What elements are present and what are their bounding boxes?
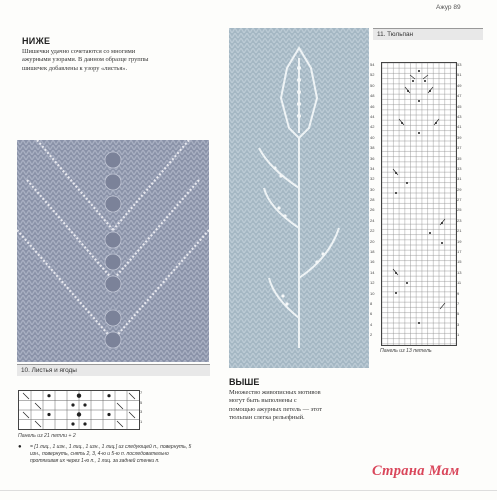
knit-sample-tulip-photo [229,28,369,368]
row-number: 34 [370,165,375,171]
row-number: 11 [457,280,462,286]
row-number: 33 [457,165,462,171]
chart-leaves-berries [18,390,140,430]
panel-caption-left: Панель из 21 петли + 2 [18,433,76,439]
row-number: 36 [370,155,375,161]
row-number: 23 [457,217,462,223]
row-number: 1 [140,418,143,424]
row-number: 15 [457,259,462,265]
row-number: 28 [370,197,375,203]
section-title-below: НИЖЕ [22,36,51,46]
row-number: 6 [370,311,373,317]
row-number: 39 [457,134,462,140]
row-number: 45 [457,103,462,109]
chart1-row-numbers [140,390,148,428]
row-number: 43 [457,113,462,119]
row-number: 5 [140,399,143,405]
row-number: 9 [457,290,460,296]
section-title-above: ВЫШЕ [229,377,260,387]
row-number: 3 [457,321,460,327]
leaves-berries-illustration [17,140,209,362]
row-number: 35 [457,155,462,161]
row-number: 14 [370,269,375,275]
row-number: 48 [370,93,375,99]
row-number: 4 [370,321,373,327]
row-number: 27 [457,197,462,203]
page-header: Ажур 89 [436,4,461,11]
row-number: 17 [457,249,462,255]
row-number: 37 [457,145,462,151]
row-number: 24 [370,217,375,223]
row-number: 44 [370,113,375,119]
row-number: 31 [457,176,462,182]
row-number: 19 [457,238,462,244]
row-number: 49 [457,82,462,88]
panel-caption-right: Панель из 13 петель [380,348,432,354]
row-number: 53 [457,62,462,67]
pattern-label-tulip: 11. Тюльпан [373,28,483,40]
row-number: 7 [140,390,143,395]
row-number: 38 [370,145,375,151]
row-number: 30 [370,186,375,192]
chart-tulip [381,62,457,346]
row-number: 8 [370,300,373,306]
row-number: 54 [370,62,375,67]
row-number: 22 [370,228,375,234]
row-number: 18 [370,249,375,255]
row-number: 25 [457,207,462,213]
row-number: 13 [457,269,462,275]
row-number: 5 [457,311,460,317]
row-number: 7 [457,300,460,306]
row-number: 2 [370,332,373,338]
bobble-instruction: = [1 лиц., 1 изн., 1 лиц., 1 изн., 1 лиц.] из следующей п., повернуть, 5 изн., повернуть, снять 2, 3, 4-ю и 5-ю п. последовательно протягивая их через 1-ю п., 1 лиц. за задней стенки п. [30,444,192,464]
pattern-label-leaves-berries: 10. Листья и ягоды [17,364,210,376]
row-number: 10 [370,290,375,296]
tulip-illustration [229,28,369,368]
chart-grid [19,391,139,429]
row-number: 12 [370,280,375,286]
row-number: 46 [370,103,375,109]
section-description-below: Шишечки удачно сочетаются со многими ажурными узорами. В данном образце группы шишечек добавлены к узору «листья». [22,48,149,72]
row-number: 47 [457,93,462,99]
watermark-logo: Страна Мам [372,463,460,479]
chart2-row-numbers-odd [457,62,469,344]
page-divider [0,490,497,491]
row-number: 1 [457,332,460,338]
chart2-row-numbers-even [370,62,380,344]
row-number: 40 [370,134,375,140]
tulip-chart-grid [382,63,456,345]
row-number: 26 [370,207,375,213]
row-number: 52 [370,72,375,78]
section-description-above: Множество живописных мотивов могут быть выполнены с помощью ажурных петель — этот тюльпан слегка рельефный. [229,389,323,421]
row-number: 21 [457,228,462,234]
knit-sample-leaves-berries-photo [17,140,209,362]
row-number: 20 [370,238,375,244]
row-number: 29 [457,186,462,192]
row-number: 3 [140,409,143,414]
row-number: 42 [370,124,375,130]
row-number: 32 [370,176,375,182]
bobble-symbol: ● [18,444,22,450]
row-number: 16 [370,259,375,265]
row-number: 51 [457,72,462,78]
row-number: 50 [370,82,375,88]
row-number: 41 [457,124,462,130]
